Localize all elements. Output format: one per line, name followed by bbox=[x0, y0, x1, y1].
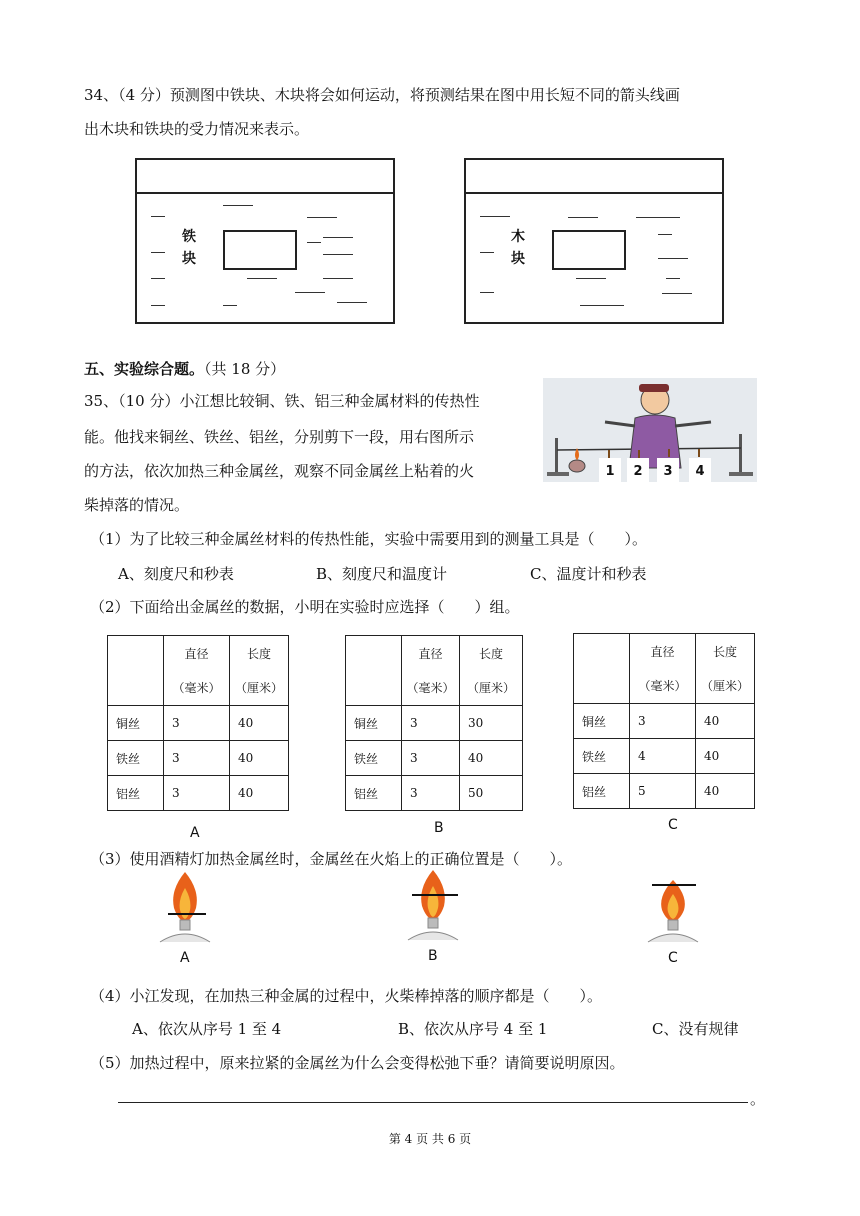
table-header-diameter: 直径 （毫米） bbox=[402, 636, 460, 706]
water-line bbox=[295, 292, 325, 293]
water-line bbox=[223, 205, 253, 206]
table-row: 铝丝 3 40 bbox=[108, 776, 289, 811]
experiment-figure bbox=[543, 378, 757, 482]
answer-line-end: 。 bbox=[750, 1090, 766, 1108]
table-row: 铜丝 3 40 bbox=[108, 706, 289, 741]
water-line bbox=[151, 278, 165, 279]
q35-part-1-option-a: A、刻度尺和秒表 bbox=[118, 565, 234, 583]
iron-block-label: 铁 块 bbox=[182, 229, 196, 267]
section-5-points: （共 18 分） bbox=[204, 360, 286, 378]
table-row: 铝丝 3 50 bbox=[346, 776, 523, 811]
q35-part-1-option-c: C、温度计和秒表 bbox=[530, 565, 647, 583]
water-line bbox=[658, 258, 688, 259]
page-footer: 第 4 页 共 6 页 bbox=[388, 1132, 472, 1146]
water-surface-line bbox=[137, 192, 393, 194]
water-line bbox=[580, 305, 624, 306]
water-line bbox=[658, 234, 672, 235]
q35-part-5: （5）加热过程中，原来拉紧的金属丝为什么会变得松弛下垂？请简要说明原因。 bbox=[90, 1054, 625, 1072]
water-line bbox=[576, 278, 606, 279]
wood-block-diagram bbox=[464, 158, 724, 324]
water-line bbox=[666, 278, 680, 279]
water-surface-line bbox=[466, 192, 722, 194]
lamp-b-label: B bbox=[428, 948, 438, 964]
water-line bbox=[480, 216, 510, 217]
wood-block-label: 木 块 bbox=[511, 229, 525, 267]
q35-part-1: （1）为了比较三种金属丝材料的传热性能，实验中需要用到的测量工具是（ ）。 bbox=[90, 530, 648, 548]
table-header-length: 长度 （厘米） bbox=[696, 634, 755, 704]
table-a-label: A bbox=[190, 825, 200, 841]
figure-number-1: 1 bbox=[605, 464, 615, 479]
q35-part-3: （3）使用酒精灯加热金属丝时，金属丝在火焰上的正确位置是（ ）。 bbox=[90, 850, 573, 868]
q35-part-4-option-a: A、依次从序号 1 至 4 bbox=[132, 1020, 282, 1038]
table-c-label: C bbox=[668, 817, 678, 833]
water-line bbox=[151, 305, 165, 306]
q34-line-2: 出木块和铁块的受力情况来表示。 bbox=[84, 120, 310, 138]
figure-number-3: 3 bbox=[663, 464, 673, 479]
water-line bbox=[151, 252, 165, 253]
q35-part-2: （2）下面给出金属丝的数据，小明在实验时应选择（ ）组。 bbox=[90, 598, 520, 616]
section-5-heading bbox=[84, 358, 285, 379]
q35-line-1: 35、（10 分）小江想比较铜、铁、铝三种金属材料的传热性 bbox=[84, 392, 480, 410]
water-line bbox=[636, 217, 680, 218]
table-row: 铝丝 5 40 bbox=[574, 774, 755, 809]
section-5-title: 五、实验综合题。 bbox=[84, 360, 205, 378]
q35-line-4: 柴掉落的情况。 bbox=[84, 496, 190, 514]
water-line bbox=[337, 302, 367, 303]
table-b-label: B bbox=[434, 820, 444, 836]
iron-block bbox=[223, 230, 297, 270]
water-line bbox=[307, 217, 337, 218]
water-line bbox=[323, 237, 353, 238]
wood-block bbox=[552, 230, 626, 270]
table-header-blank bbox=[108, 636, 164, 706]
lamp-c-label: C bbox=[668, 950, 678, 966]
data-table-a bbox=[107, 635, 289, 811]
alcohol-lamp-c bbox=[638, 868, 708, 944]
answer-line[interactable] bbox=[118, 1102, 748, 1103]
water-line bbox=[307, 242, 321, 243]
alcohol-lamp-b bbox=[398, 866, 468, 942]
table-header-diameter: 直径 （毫米） bbox=[164, 636, 230, 706]
figure-number-2: 2 bbox=[633, 464, 643, 479]
table-row: 铁丝 3 40 bbox=[346, 741, 523, 776]
water-line bbox=[662, 293, 692, 294]
data-table-b bbox=[345, 635, 523, 811]
water-line bbox=[480, 252, 494, 253]
table-header-blank bbox=[346, 636, 402, 706]
q34-line-1: 34、（4 分）预测图中铁块、木块将会如何运动，将预测结果在图中用长短不同的箭头线画 bbox=[84, 86, 680, 104]
q35-part-4: （4）小江发现，在加热三种金属的过程中，火柴棒掉落的顺序都是（ ）。 bbox=[90, 987, 603, 1005]
table-row: 铁丝 3 40 bbox=[108, 741, 289, 776]
q35-part-1-option-b: B、刻度尺和温度计 bbox=[316, 565, 448, 583]
figure-number-4: 4 bbox=[695, 464, 705, 479]
water-line bbox=[323, 254, 353, 255]
table-header-blank bbox=[574, 634, 630, 704]
data-table-c bbox=[573, 633, 755, 809]
table-row: 铜丝 3 40 bbox=[574, 704, 755, 739]
water-line bbox=[151, 216, 165, 217]
water-line bbox=[323, 278, 353, 279]
iron-block-diagram bbox=[135, 158, 395, 324]
q35-line-2: 能。他找来铜丝、铁丝、铝丝，分别剪下一段，用右图所示 bbox=[84, 428, 475, 446]
alcohol-lamp-a bbox=[150, 868, 220, 944]
q35-line-3: 的方法，依次加热三种金属丝，观察不同金属丝上粘着的火 bbox=[84, 462, 475, 480]
table-header-length: 长度 （厘米） bbox=[460, 636, 523, 706]
water-line bbox=[480, 292, 494, 293]
table-row: 铁丝 4 40 bbox=[574, 739, 755, 774]
water-line bbox=[247, 278, 277, 279]
lamp-a-label: A bbox=[180, 950, 190, 966]
q35-part-4-option-c: C、没有规律 bbox=[652, 1020, 739, 1038]
table-row: 铜丝 3 30 bbox=[346, 706, 523, 741]
table-header-length: 长度 （厘米） bbox=[230, 636, 289, 706]
table-header-diameter: 直径 （毫米） bbox=[630, 634, 696, 704]
water-line bbox=[223, 305, 237, 306]
q35-part-4-option-b: B、依次从序号 4 至 1 bbox=[398, 1020, 548, 1038]
water-line bbox=[568, 217, 598, 218]
experiment-illustration bbox=[543, 378, 757, 482]
